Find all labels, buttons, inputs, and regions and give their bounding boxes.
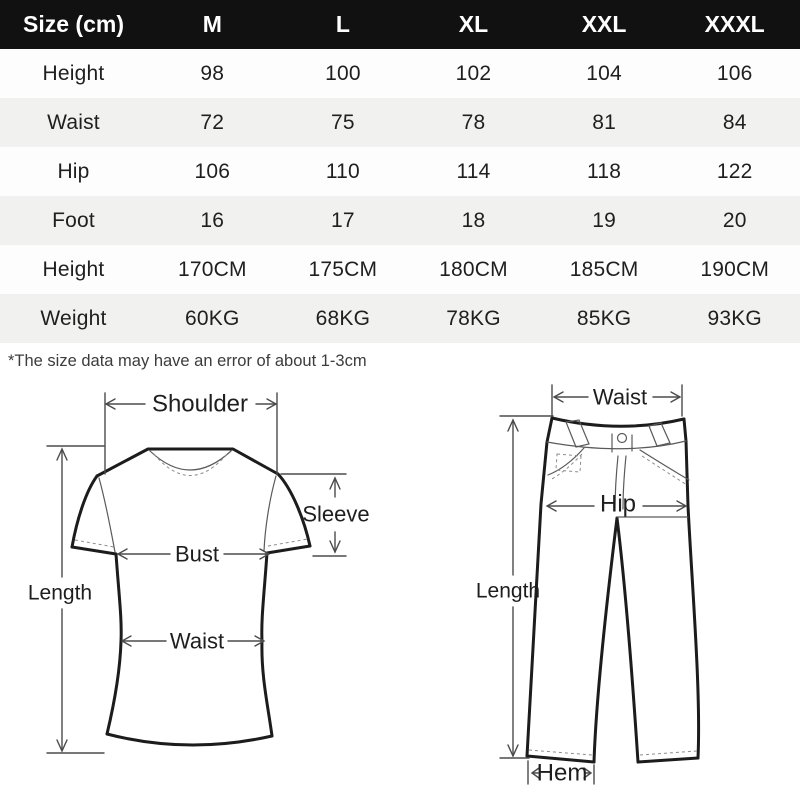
table-cell: 60KG <box>185 306 240 330</box>
table-cell: 175CM <box>308 257 378 281</box>
table-cell: 170CM <box>177 257 247 281</box>
header-col-xxl: XXL <box>581 11 627 37</box>
table-row-hip <box>0 147 800 196</box>
table-row-height <box>0 49 800 98</box>
table-cell: 98 <box>200 61 225 85</box>
tshirt-diagram <box>28 391 370 754</box>
table-cell: 106 <box>716 61 753 85</box>
shirt-waist-label: Waist <box>169 628 225 654</box>
table-cell: 81 <box>592 110 616 134</box>
table-cell: 19 <box>592 208 616 232</box>
row-label: Height <box>42 61 105 85</box>
pants-hem-measure <box>528 760 594 787</box>
pants-button-icon <box>618 434 627 443</box>
table-cell: 110 <box>325 159 360 183</box>
row-label: Hip <box>57 159 90 183</box>
table-cell: 118 <box>587 159 622 183</box>
table-cell: 190CM <box>700 257 770 281</box>
header-size-label: Size (cm) <box>23 11 124 37</box>
shirt-waist-measure <box>122 629 264 654</box>
table-header-row <box>0 0 800 49</box>
table-cell: 20 <box>722 208 747 232</box>
table-cell: 68KG <box>315 306 371 330</box>
header-col-xl: XL <box>458 11 489 37</box>
row-label: Foot <box>52 208 95 232</box>
table-row-waist <box>0 98 800 147</box>
shirt-length-label: Length <box>27 581 93 605</box>
shirt-bust-label: Bust <box>174 541 220 567</box>
table-cell: 78KG <box>446 306 501 330</box>
table-cell: 85KG <box>576 306 632 330</box>
pants-length-measure <box>476 416 553 758</box>
table-cell: 17 <box>331 208 355 232</box>
shirt-bust-measure <box>118 542 269 567</box>
pants-waist-label: Waist <box>592 384 648 410</box>
row-label: Height <box>42 257 105 281</box>
shirt-sleeve-label: Sleeve <box>302 501 370 527</box>
table-cell: 18 <box>461 208 486 232</box>
table-row-height-cm <box>0 245 800 294</box>
table-cell: 78 <box>461 110 486 134</box>
table-cell: 185CM <box>569 257 639 281</box>
pants-length-label: Length <box>475 579 541 603</box>
table-cell: 106 <box>194 159 231 183</box>
shirt-sleeve-measure <box>281 474 370 556</box>
table-cell: 102 <box>455 61 492 85</box>
table-cell: 100 <box>325 61 361 85</box>
table-row-foot <box>0 196 800 245</box>
table-cell: 16 <box>200 208 225 232</box>
pants-hem-label: Hem <box>536 759 588 787</box>
table-cell: 72 <box>200 110 225 134</box>
table-cell: 93KG <box>707 306 762 330</box>
table-cell: 122 <box>716 159 753 183</box>
table-row-weight <box>0 294 800 343</box>
table-cell: 180CM <box>439 257 508 281</box>
table-cell: 114 <box>456 159 491 183</box>
shirt-shoulder-label: Shoulder <box>151 390 249 418</box>
size-disclaimer-note: *The size data may have an error of about 1-3cm <box>8 352 367 370</box>
shirt-length-measure <box>28 446 104 753</box>
header-col-xxxl: XXXL <box>704 11 765 37</box>
header-col-m: M <box>202 11 222 37</box>
pants-hip-measure <box>547 491 686 518</box>
table-cell: 75 <box>331 110 355 134</box>
row-label: Waist <box>47 110 100 134</box>
table-cell: 84 <box>722 110 747 134</box>
row-label: Weight <box>40 306 107 330</box>
pants-waist-measure <box>552 385 682 417</box>
pants-hip-label: Hip <box>599 490 637 518</box>
header-col-l: L <box>335 11 350 37</box>
table-cell: 104 <box>586 61 622 85</box>
pants-diagram <box>476 385 699 787</box>
measurement-diagrams <box>0 371 800 800</box>
shirt-shoulder-measure <box>105 391 277 475</box>
size-table <box>0 0 800 343</box>
